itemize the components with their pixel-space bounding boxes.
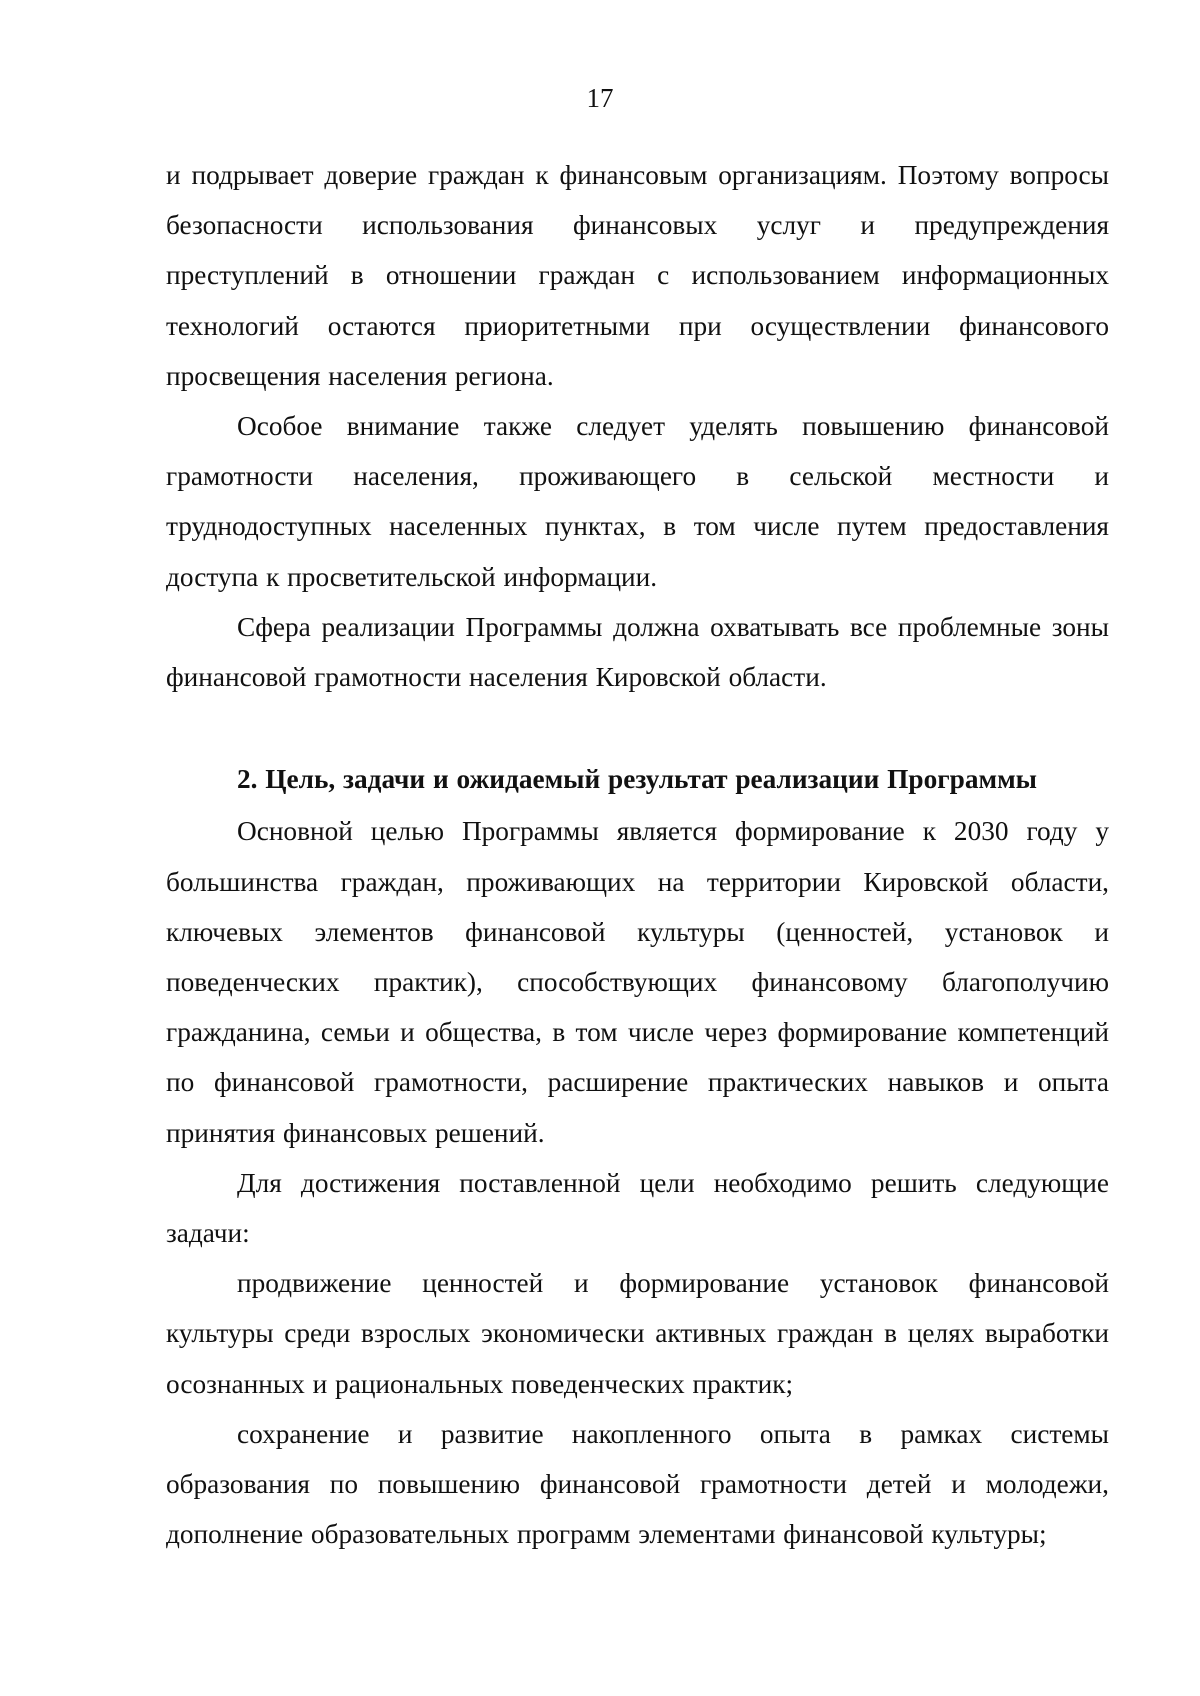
section-heading: 2. Цель, задачи и ожидаемый результат реализации Программы: [237, 764, 1037, 795]
paragraph-main-goal: Основной целью Программы является формирование к 2030 году у большинства граждан, проживающих на территории Кировской области, ключевых элементов финансовой культуры (ценностей, установок и поведенческих практик), способствующих финансовому благополучию гражданина, семьи и общества, в том числе через формирование компетенций по финансовой грамотности, расширение практических навыков и опыта принятия финансовых решений.: [166, 816, 1109, 1148]
paragraph-program-scope: Сфера реализации Программы должна охватывать все проблемные зоны финансовой грамотности населения Кировской области.: [166, 611, 1109, 693]
paragraph-rural-literacy: Особое внимание также следует уделять повышению финансовой грамотности населения, проживающего в сельской местности и труднодоступных населенных пунктах, в том числе путем предоставления доступа к просветительской информации.: [166, 411, 1109, 592]
page-number: 17: [586, 83, 614, 113]
list-item-task-adults: продвижение ценностей и формирование установок финансовой культуры среди взрослых экономически активных граждан в целях выработки осознанных и рациональных поведенческих практик;: [166, 1268, 1109, 1399]
paragraph-continuation: и подрывает доверие граждан к финансовым организациям. Поэтому вопросы безопасности использования финансовых услуг и предупреждения преступлений в отношении граждан с использованием информационных технологий остаются приоритетными при осуществлении финансового просвещения населения региона.: [166, 160, 1109, 391]
paragraph-tasks-intro: Для достижения поставленной цели необходимо решить следующие задачи:: [166, 1167, 1109, 1249]
document-body: [166, 150, 1109, 1559]
list-item-task-education: сохранение и развитие накопленного опыта в рамках системы образования по повышению финансовой грамотности детей и молодежи, дополнение образовательных программ элементами финансовой культуры;: [166, 1418, 1109, 1550]
